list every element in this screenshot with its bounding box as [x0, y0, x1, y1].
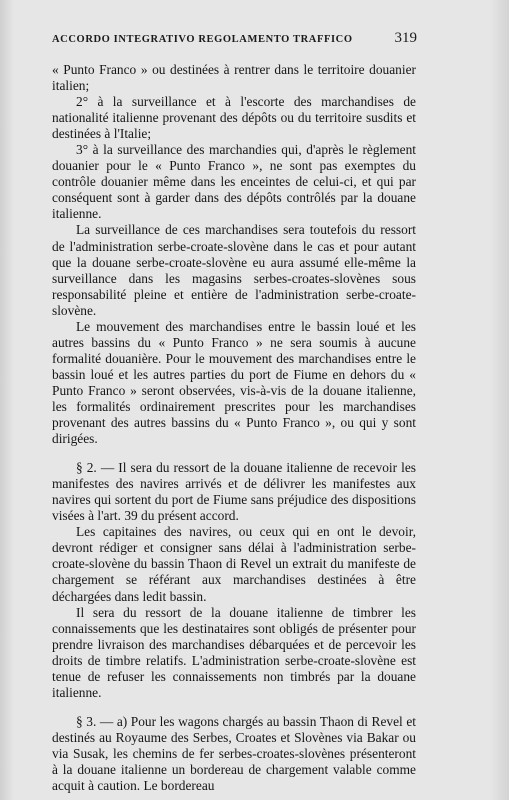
paragraph: 2° à la surveillance et à l'escorte des marchandises de nationalité italienne provenant des dépôts ou du territoire susdits et destinées à l'Italie;: [52, 94, 416, 142]
paragraph: « Punto Franco » ou destinées à rentrer dans le territoire douanier italien;: [52, 62, 416, 94]
section-3-paragraph: § 3. — a) Pour les wagons chargés au bassin Thaon di Revel et destinés au Royaume des Serbes, Croates et Slovènes via Bakar ou via Susak, les chemins de fer serbes-croates-slovènes présenteront à la douane italienne un bordereau de chargement valable comme acquit à caution. Le bordereau: [52, 713, 416, 794]
paragraph: Le mouvement des marchandises entre le bassin loué et les autres bassins du « Punto Franco » ne sera soumis à aucune formalité douanière. Pour le mouvement des marchandises entre le bassin loué et les autres parties du port de Fiume en dehors du « Punto Franco » seront observées, vis-à-vis de la douane italienne, les formalités ordinairement prescrites pour les marchandises provenant des autres bassins du « Punto Franco », ou qui y sont dirigées.: [52, 318, 416, 447]
paragraph: 3° à la surveillance des marchandies qui, d'après le règlement douanier pour le « Punto Franco », ne sont pas exemptes du contrôle douanier même dans les enceintes de celui-ci, et qui par conséquent sont à garder dans des dépôts contrôlés par la douane italienne.: [52, 142, 416, 222]
page-header: [52, 30, 417, 47]
running-title: ACCORDO INTEGRATIVO REGOLAMENTO TRAFFICO: [52, 34, 353, 45]
paragraph: Il sera du ressort de la douane italienne de timbrer les connaissements que les destinataires sont obligés de présenter pour prendre livraison des marchandises débarquées et de percevoir les droits de timbre relatifs. L'administration serbe-croate-slovène est tenue de refuser les connaissements non timbrés par la douane italienne.: [52, 604, 416, 700]
page-number: 319: [394, 30, 417, 46]
paragraph: Les capitaines des navires, ou ceux qui en ont le devoir, devront rédiger et consigner sans délai à l'administration serbe-croate-slovène du bassin Thaon di Revel un extrait du manifeste de chargement se référant aux marchandises destinées à être déchargées dans ledit bassin.: [52, 524, 416, 604]
section-2-paragraph: § 2. — Il sera du ressort de la douane italienne de recevoir les manifestes des navires arrivés et de délivrer les manifestes aux navires qui sortent du port de Fiume sans préjudice des dispositions visées à l'art. 39 du présent accord.: [52, 460, 416, 524]
paragraph: La surveillance de ces marchandises sera toutefois du ressort de l'administration serbe-croate-slovène dans le cas et pour autant que la douane serbe-croate-slovène eu aura assumé elle-même la surveillance dans les magasins serbes-croates-slovènes sous responsabilité pleine et entière de l'administration serbe-croate-slovène.: [52, 222, 416, 318]
page-body: [52, 62, 416, 794]
